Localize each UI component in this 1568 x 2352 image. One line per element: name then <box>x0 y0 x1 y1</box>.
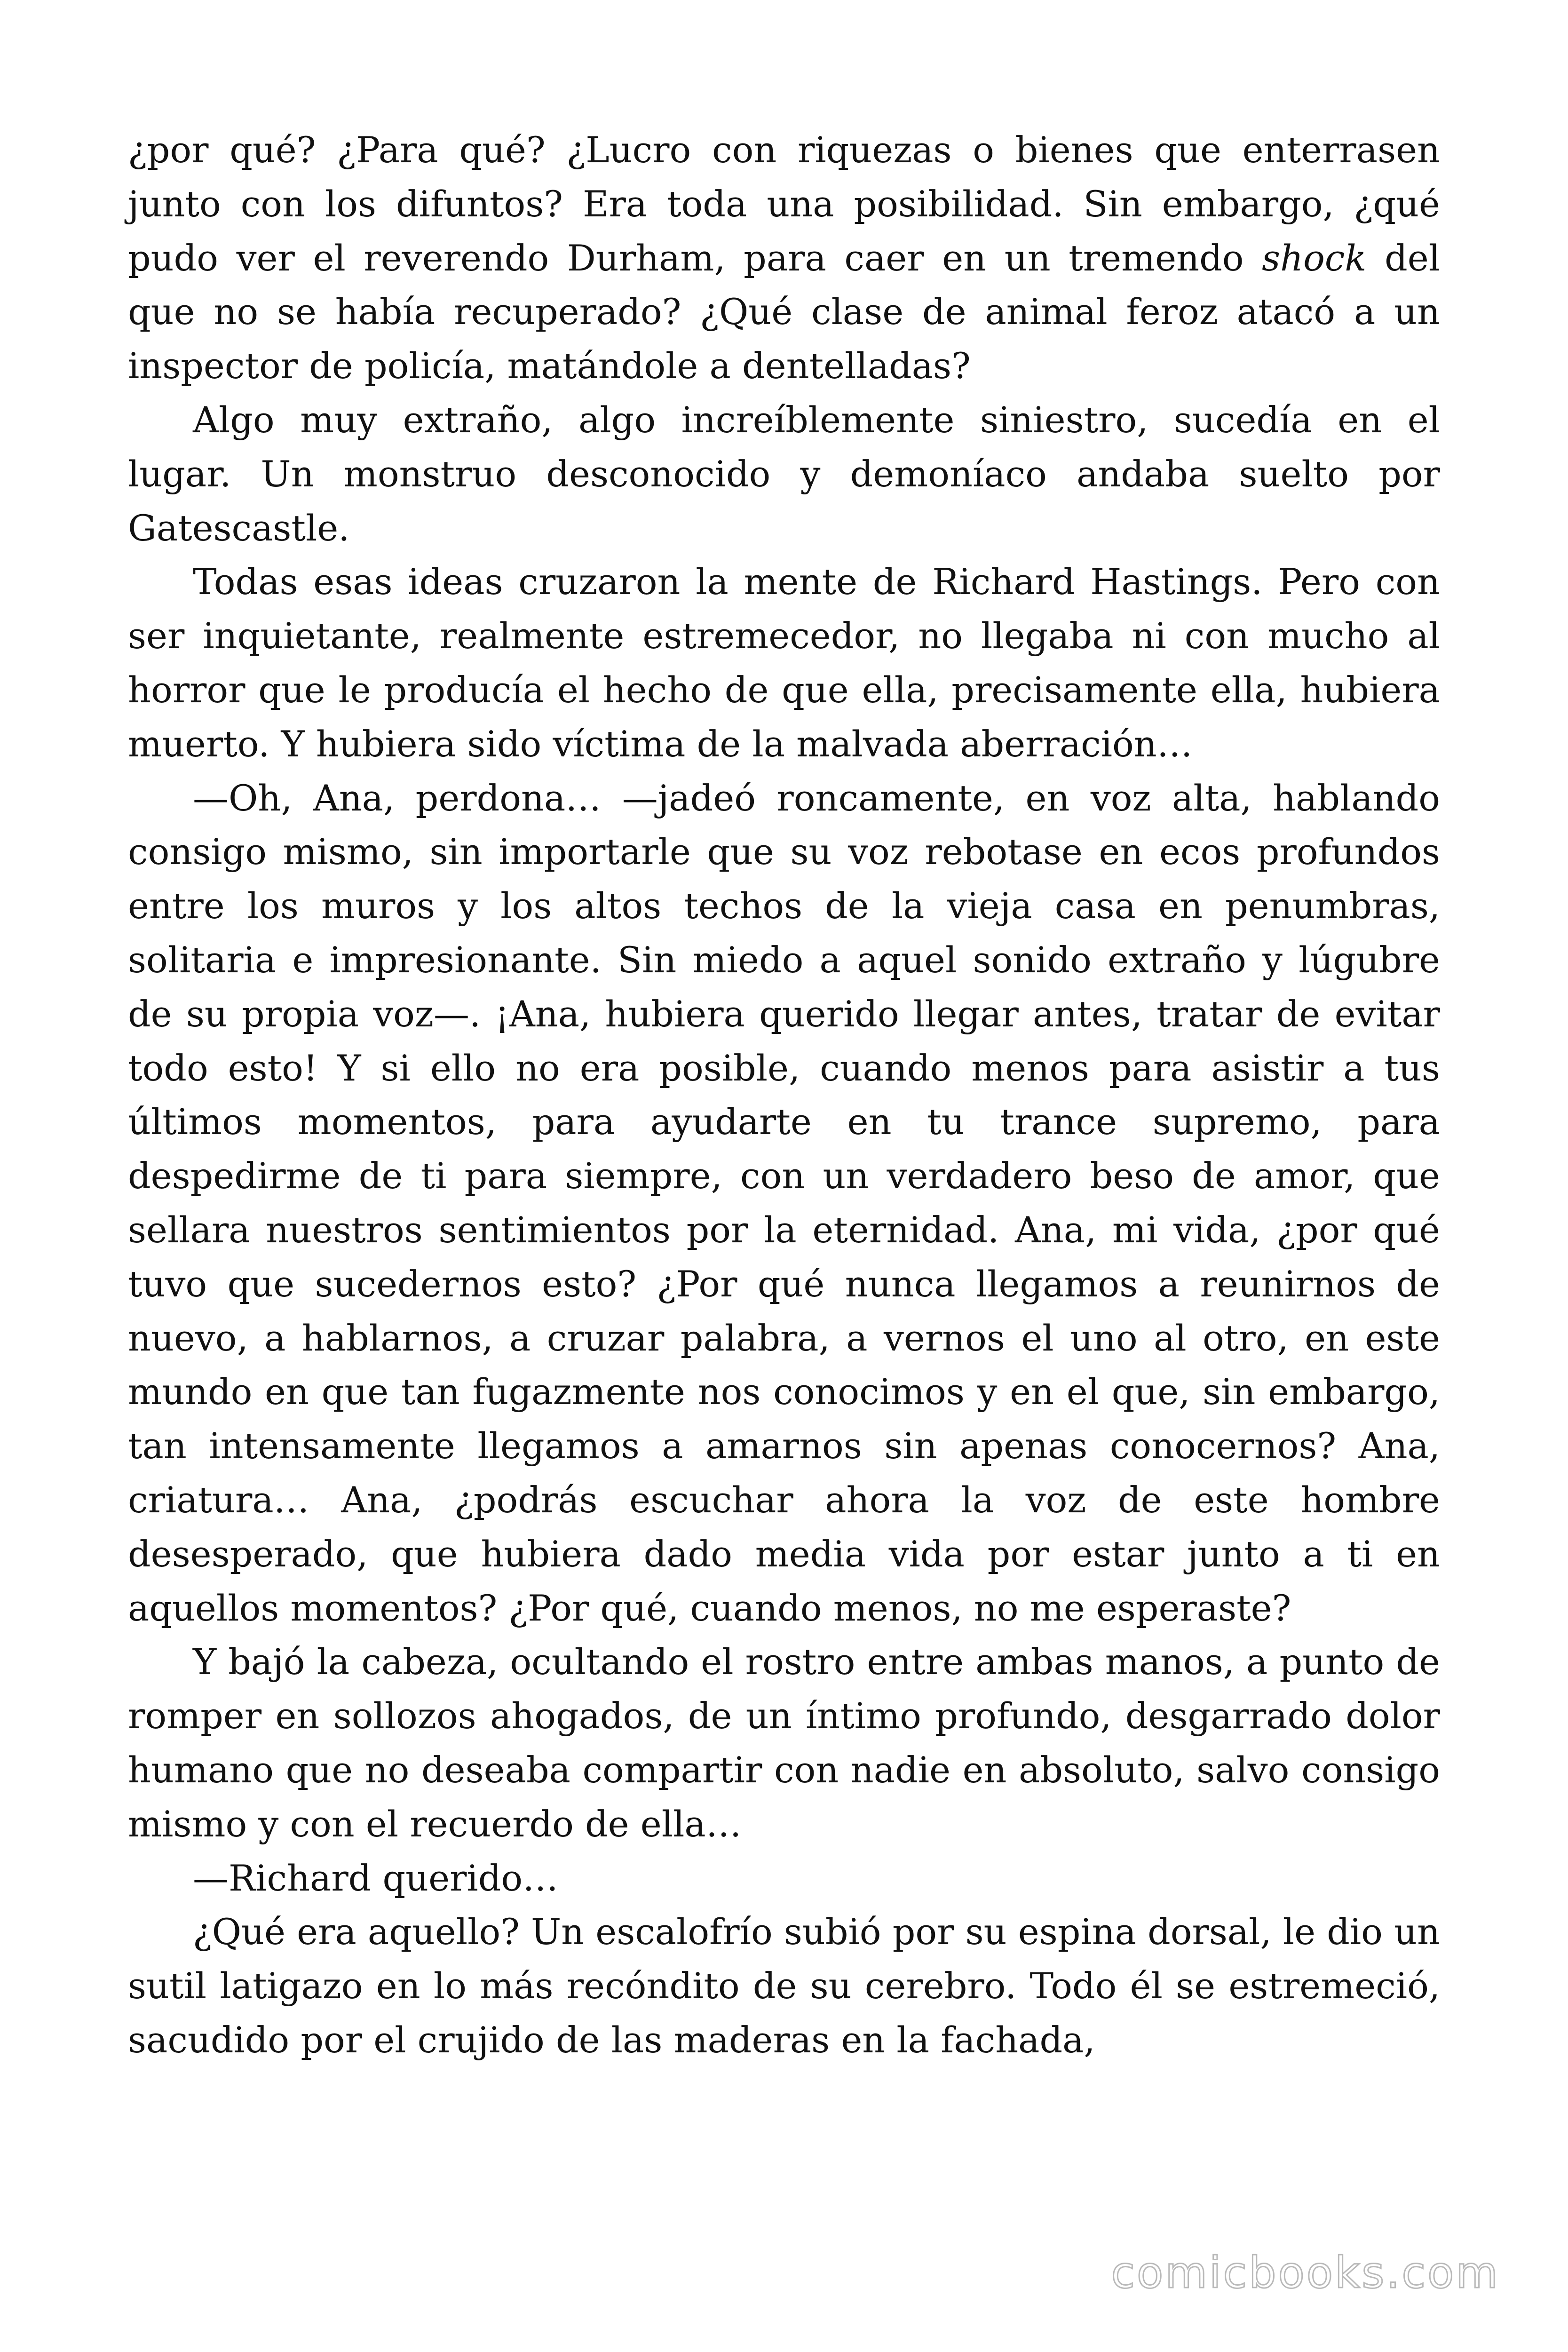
text-run: ¿por qué? ¿Para qué? ¿Lucro con riquezas o bienes que enterrasen junto con los difuntos? Era toda una posibilidad. Sin embargo, ¿qué pudo ver el reverendo Durham, para caer en un tremendo <box>128 129 1440 279</box>
paragraph <box>128 771 1440 1636</box>
text-run: ¿Qué era aquello? Un escalofrío subió por su espina dorsal, le dio un sutil latigazo en lo más recóndito de su cerebro. Todo él se estremeció, sacudido por el crujido de las maderas en la fachada, <box>128 1911 1440 2061</box>
text-run: —Oh, Ana, perdona… —jadeó roncamente, en voz alta, hablando consigo mismo, sin importarle que su voz rebotase en ecos profundos entre los muros y los altos techos de la vieja casa en penumbras, solitaria e impresionante. Sin miedo a aquel sonido extraño y lúgubre de su propia voz—. ¡Ana, hubiera querido llegar antes, tratar de evitar todo esto! Y si ello no era posible, cuando menos para asistir a tus últimos momentos, para ayudarte en tu trance supremo, para despedirme de ti para siempre, con un verdadero beso de amor, que sellara nuestros sentimientos por la eternidad. Ana, mi vida, ¿por qué tuvo que sucedernos esto? ¿Por qué nunca llegamos a reunirnos de nuevo, a hablarnos, a cruzar palabra, a vernos el uno al otro, en este mundo en que tan fugazmente nos conocimos y en el que, sin embargo, tan intensamente llegamos a amarnos sin apenas conocernos? Ana, criatura… Ana, ¿podrás escuchar ahora la voz de este hombre desesperado, que hubiera dado media vida por estar junto a ti en aquellos momentos? ¿Por qué, cuando menos, no me esperaste? <box>128 777 1440 1629</box>
paragraph <box>128 123 1440 393</box>
text-run: —Richard querido… <box>193 1857 559 1899</box>
paragraph <box>128 1905 1440 2067</box>
body-text <box>128 123 1440 2067</box>
italic-text-run: shock <box>1262 237 1367 279</box>
text-run: Y bajó la cabeza, ocultando el rostro entre ambas manos, a punto de romper en sollozos ahogados, de un íntimo profundo, desgarrado dolor humano que no deseaba compartir con nadie en absoluto, salvo consigo mismo y con el recuerdo de ella… <box>128 1641 1440 1845</box>
text-run: del que no se había recuperado? ¿Qué clase de animal feroz atacó a un inspector de policía, matándole a dentelladas? <box>128 237 1441 387</box>
paragraph <box>128 393 1440 555</box>
paragraph <box>128 1635 1440 1851</box>
paragraph <box>128 555 1440 771</box>
text-run: Algo muy extraño, algo increíblemente siniestro, sucedía en el lugar. Un monstruo desconocido y demoníaco andaba suelto por Gatescastle. <box>128 398 1440 549</box>
watermark: comicbooks.com <box>1111 2248 1500 2298</box>
paragraph <box>128 1851 1440 1906</box>
text-run: Todas esas ideas cruzaron la mente de Richard Hastings. Pero con ser inquietante, realmente estremecedor, no llegaba ni con mucho al horror que le producía el hecho de que ella, precisamente ella, hubiera muerto. Y hubiera sido víctima de la malvada aberración… <box>128 561 1440 765</box>
